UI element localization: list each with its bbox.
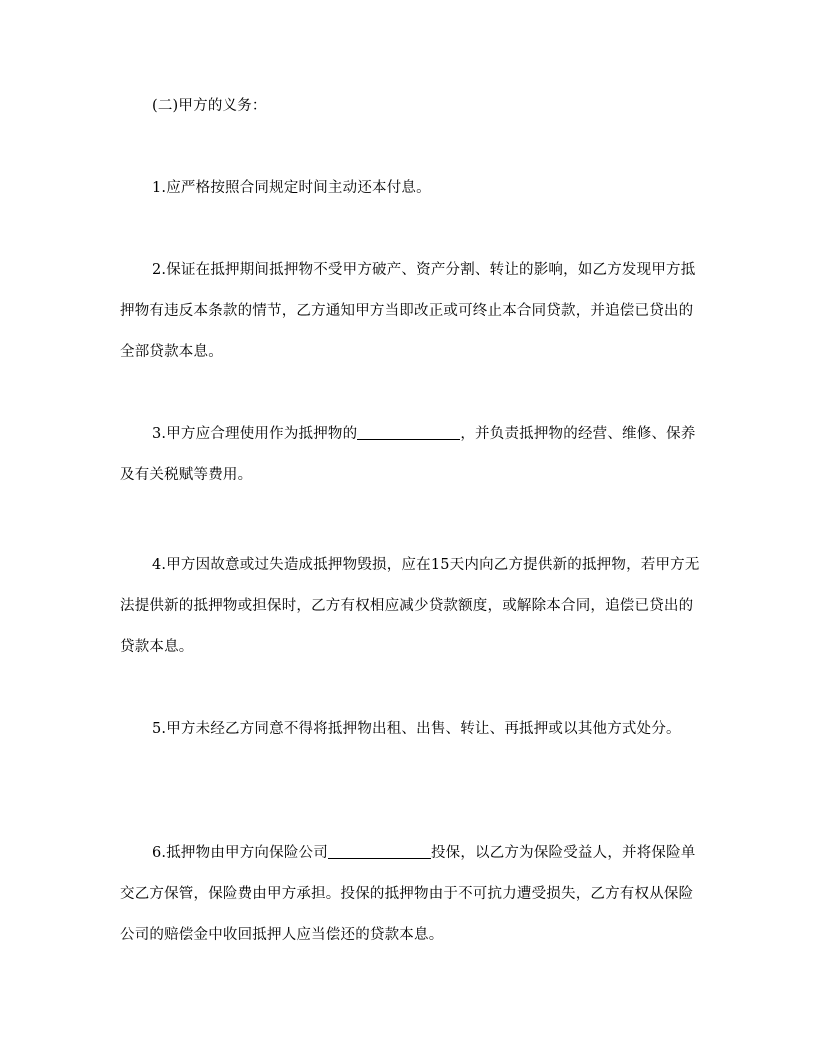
item-2-text: 2.保证在抵押期间抵押物不受甲方破产、资产分割、转让的影响，如乙方发现甲方抵押物有违反本条款的情节，乙方通知甲方当即改正或可终止本合同贷款，并追偿已贷出的全部贷款本息。 (120, 262, 696, 360)
item-6-text-before: 6.抵押物由甲方向保险公司 (152, 845, 328, 861)
heading-obligations (120, 86, 700, 127)
item-5-text: 5.甲方未经乙方同意不得将抵押物出租、出售、转让、再抵押或以其他方式处分。 (152, 721, 681, 737)
item-6-text-after: 投保，以乙方为保险受益人，并将保险单交乙方保管，保险费由甲方承担。投保的抵押物由于不可抗力遭受损失，乙方有权从保险公司的赔偿金中收回抵押人应当偿还的贷款本息。 (120, 845, 696, 943)
item-3-text-after: ，并负责抵押物的经营、维修、保养及有关税赋等费用。 (120, 426, 696, 483)
item-4-text: 4.甲方因故意或过失造成抵押物毁损，应在15天内向乙方提供新的抵押物，若甲方无法提供新的抵押物或担保时，乙方有权相应减少贷款额度，或解除本合同，追偿已贷出的贷款本息。 (120, 557, 700, 655)
item-5 (120, 709, 700, 750)
blank-insurer-field[interactable] (328, 844, 431, 860)
item-1-text: 1.应严格按照合同规定时间主动还本付息。 (152, 180, 431, 196)
item-6 (120, 833, 700, 956)
item-1 (120, 168, 700, 209)
heading-text: (二)甲方的义务： (152, 98, 267, 114)
blank-collateral-field[interactable] (357, 425, 460, 441)
item-2 (120, 250, 700, 373)
item-3 (120, 414, 700, 496)
item-4 (120, 545, 700, 668)
item-3-text-before: 3.甲方应合理使用作为抵押物的 (152, 426, 358, 442)
